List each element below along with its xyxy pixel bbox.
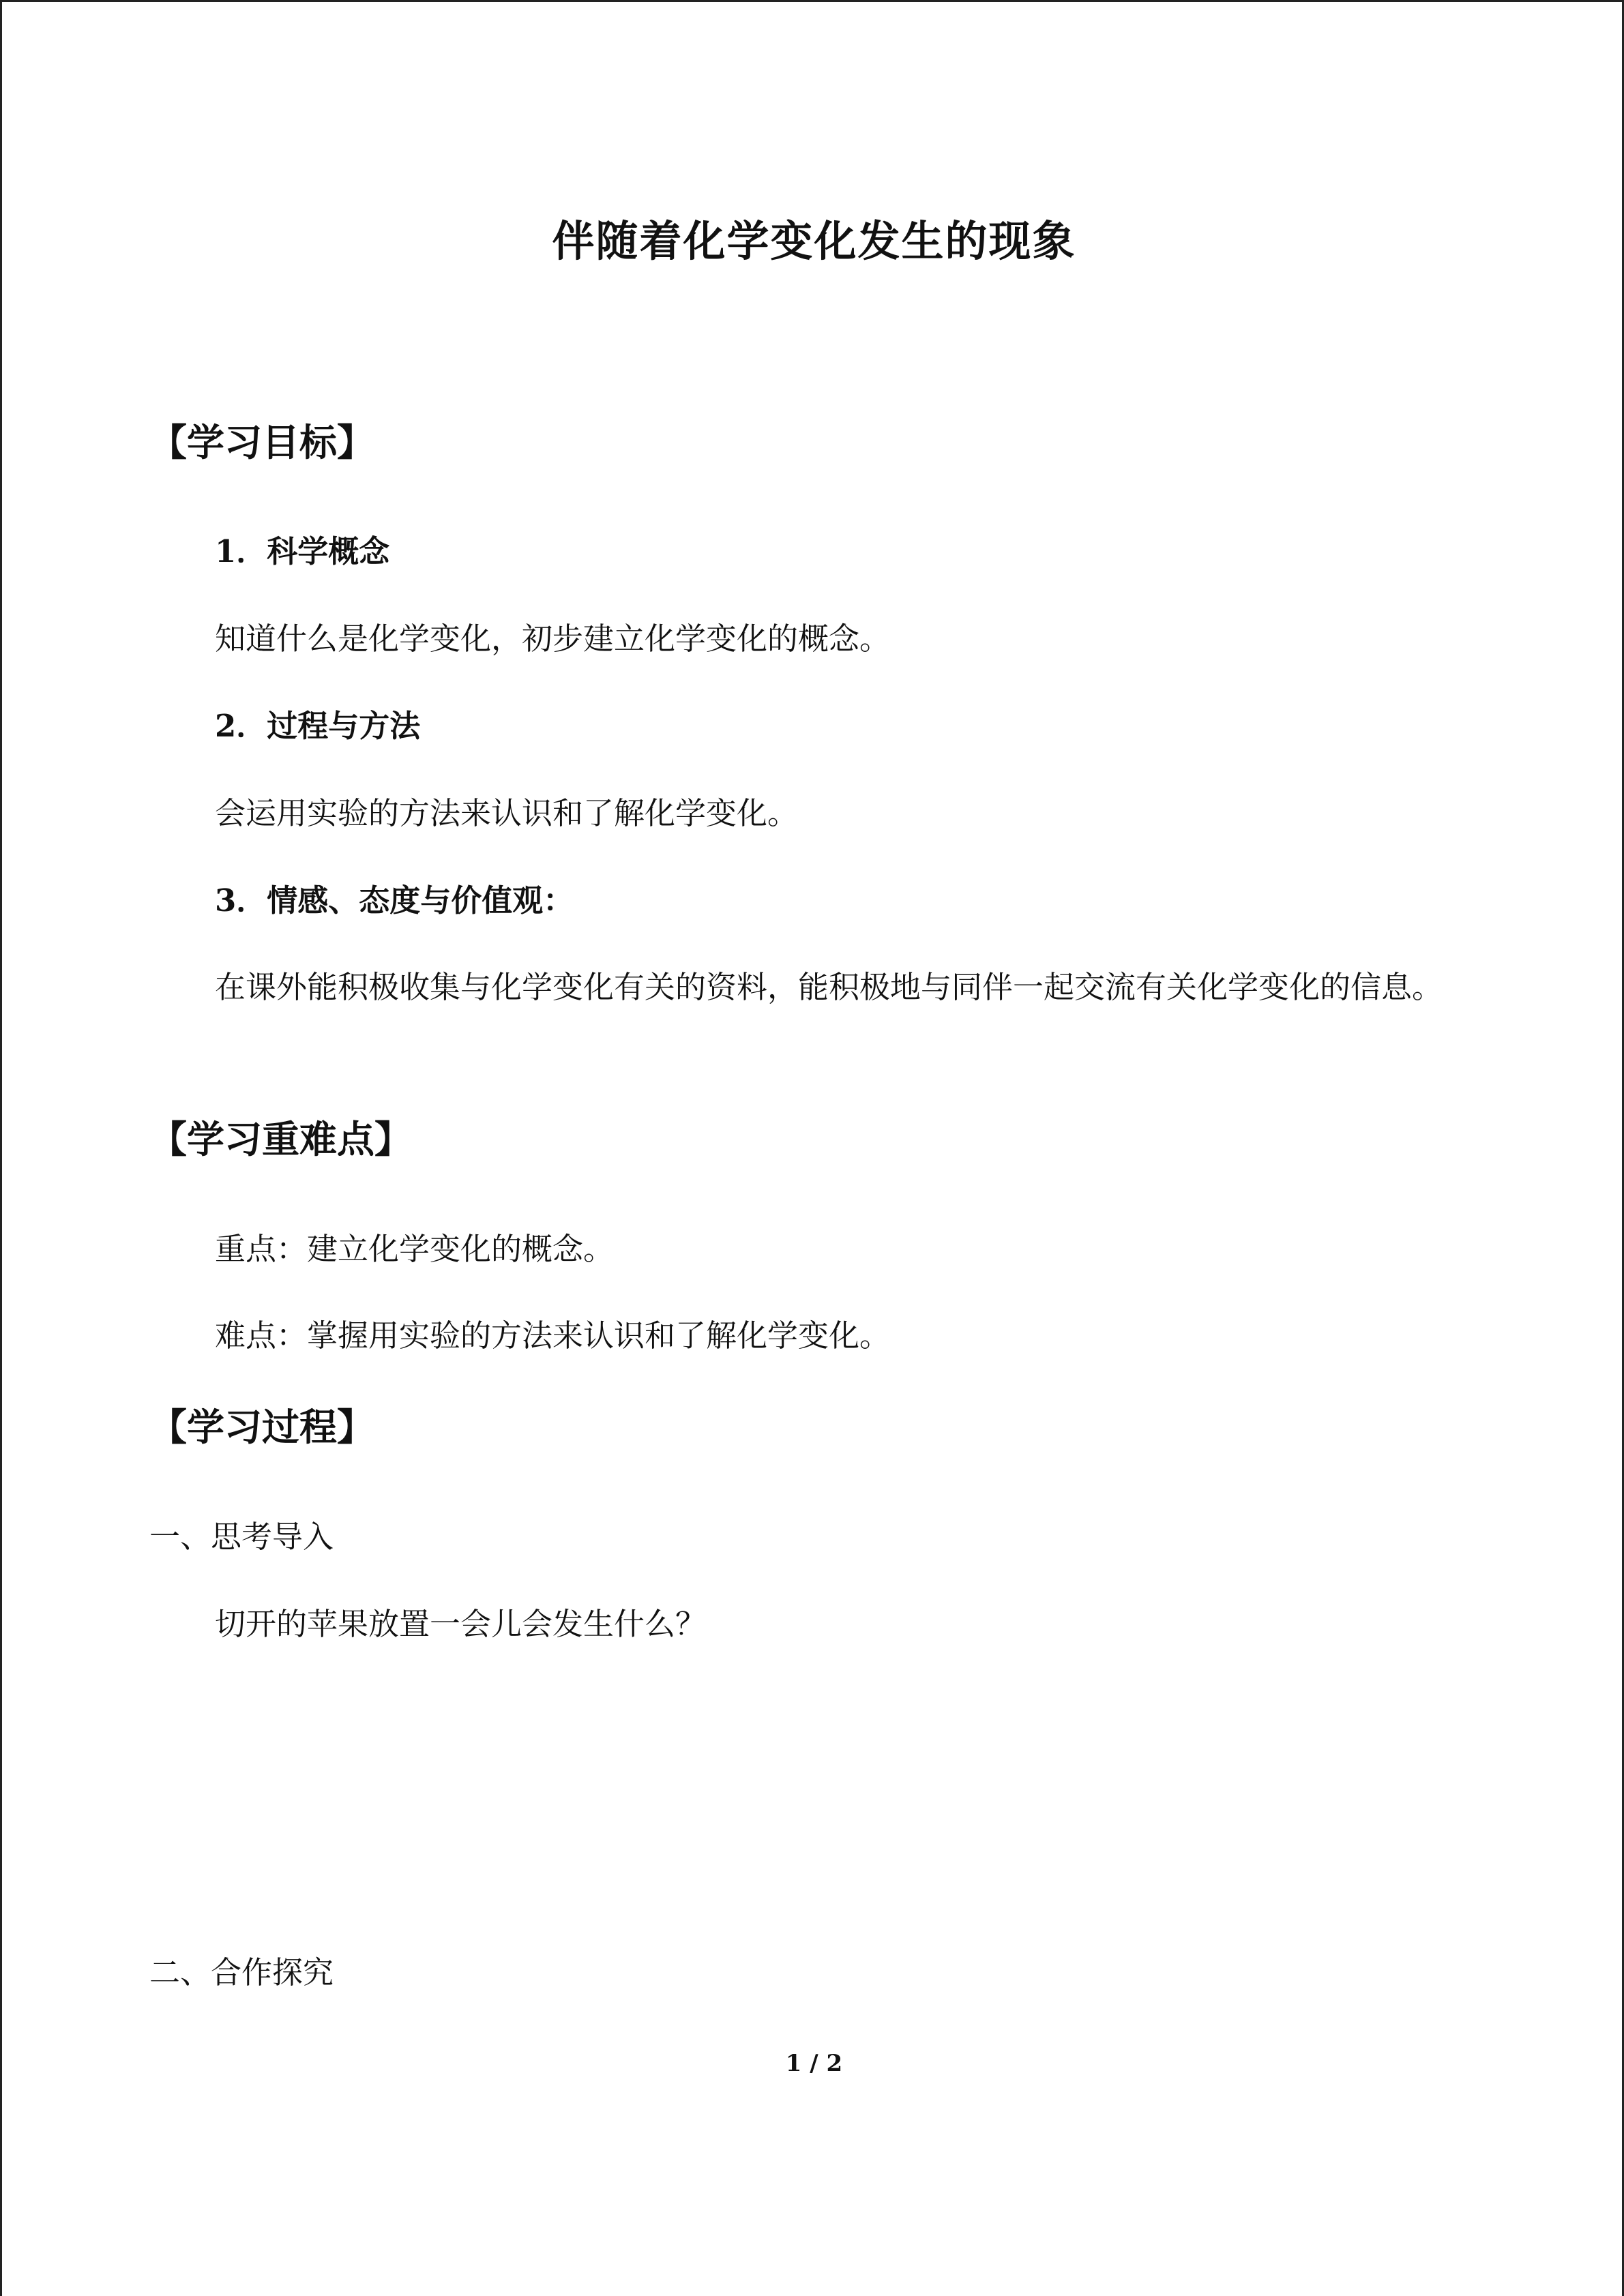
objective-1-text: 知道什么是化学变化，初步建立化学变化的概念。	[215, 621, 891, 657]
objective-2-heading: 2．过程与方法	[215, 708, 421, 744]
document-title: 伴随着化学变化发生的现象	[552, 216, 1076, 266]
objective-3-text: 在课外能积极收集与化学变化有关的资料，能积极地与同伴一起交流有关化学变化的信息。	[215, 969, 1443, 1005]
process-part-2-heading: 二、合作探究	[149, 1954, 334, 1991]
difficulty-text: 难点：掌握用实验的方法来认识和了解化学变化。	[215, 1317, 891, 1354]
objective-3-heading: 3．情感、态度与价值观：	[215, 882, 574, 919]
objective-1-heading: 1．科学概念	[215, 533, 390, 569]
objectives-heading: 【学习目标】	[149, 420, 375, 464]
objective-2-text: 会运用实验的方法来认识和了解化学变化。	[215, 795, 799, 831]
key-points-heading: 【学习重难点】	[149, 1117, 413, 1161]
process-part-1-question: 切开的苹果放置一会儿会发生什么？	[215, 1606, 707, 1642]
process-part-1-heading: 一、思考导入	[149, 1519, 334, 1555]
process-heading: 【学习过程】	[149, 1405, 375, 1449]
page-number: 1 / 2	[785, 2050, 843, 2077]
key-point-text: 重点：建立化学变化的概念。	[215, 1231, 615, 1267]
